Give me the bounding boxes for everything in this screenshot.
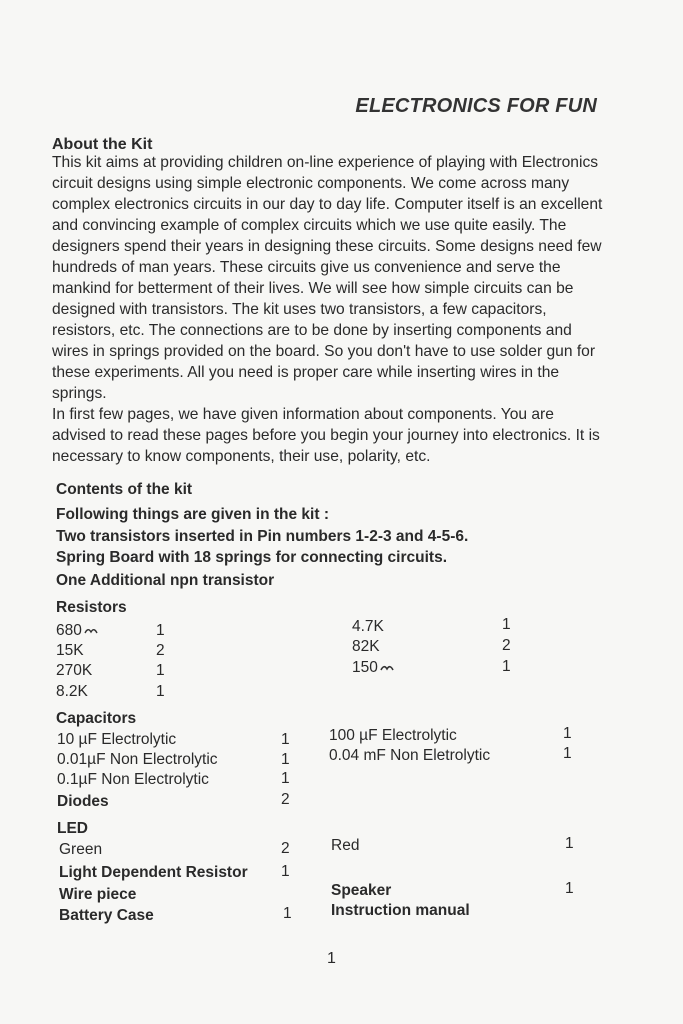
contents-item-1: Two transistors inserted in Pin numbers 1-2-3 and 4-5-6. [56,528,469,545]
ldr-qty: 1 [281,863,290,880]
battery-case-label: Battery Case [59,907,154,924]
resistor-value: 270K [56,662,93,679]
resistor-qty: 1 [156,683,165,700]
resistor-qty: 1 [502,616,511,633]
speaker-qty: 1 [565,880,574,897]
capacitor-qty: 1 [563,745,572,762]
about-body [52,152,604,467]
capacitor-qty: 1 [281,751,290,768]
resistor-value: 4.7K [352,618,384,635]
capacitor-qty: 1 [563,725,572,742]
page-number: 1 [327,950,336,967]
resistor-150 [352,659,394,677]
led-heading: LED [57,820,88,837]
capacitor-name: 0.01µF Non Electrolytic [57,751,218,768]
wire-piece-label: Wire piece [59,886,137,903]
resistors-heading: Resistors [56,599,127,616]
resistor-value: 150 [352,659,378,676]
ohm-icon [380,664,394,672]
led-green: Green [59,841,103,858]
capacitors-heading: Capacitors [56,710,137,727]
speaker-label: Speaker [331,882,392,899]
contents-item-2: Spring Board with 18 springs for connecting circuits. [56,549,447,566]
led-green-qty: 2 [281,840,290,857]
resistor-qty: 1 [156,622,165,639]
page-header-title: ELECTRONICS FOR FUN [355,95,597,117]
diodes-label: Diodes [57,793,109,810]
contents-item-3: One Additional npn transistor [56,572,275,589]
resistor-value: 15K [56,642,84,659]
instruction-manual-label: Instruction manual [331,902,470,919]
ldr-label: Light Dependent Resistor [59,864,248,881]
resistor-qty: 1 [156,662,165,679]
resistor-value: 82K [352,638,380,655]
resistor-value: 680 [56,622,82,639]
resistor-qty: 1 [502,658,511,675]
about-paragraph-1: This kit aims at providing children on-line experience of playing with Electronics circuit designs using simple electronic components. We come across many complex electronics circuits in our day to day life. Computer itself is an excellent and convincing example of complex circuits which we use quite easily. The designers spend their years in designing these circuits. Some designs need few hundreds of man years. These circuits give us convenience and serve the mankind for betterment of their lives. We will see how simple circuits can be designed with transistors. The kit uses two transistors, a few capacitors, resistors, etc. The connections are to be done by inserting components and wires in springs provided on the board. So you don't have to use solder gun for these experiments. All you need is proper care while inserting wires in the springs. [52,154,603,402]
about-paragraph-2: In first few pages, we have given information about components. You are advised to read these pages before you begin your journey into electronics. It is necessary to know components, their use, polarity, etc. [52,406,600,465]
diodes-qty: 2 [281,791,290,808]
resistor-680 [56,622,98,640]
battery-case-qty: 1 [283,905,292,922]
about-heading: About the Kit [52,136,153,153]
led-red: Red [331,837,360,854]
contents-heading: Contents of the kit [56,481,193,498]
resistor-qty: 2 [502,637,511,654]
led-red-qty: 1 [565,835,574,852]
capacitor-name: 100 µF Electrolytic [329,727,457,744]
resistor-value: 8.2K [56,683,88,700]
capacitor-qty: 1 [281,731,290,748]
resistor-qty: 2 [156,642,165,659]
capacitor-name: 0.04 mF Non Eletrolytic [329,747,491,764]
capacitor-name: 0.1µF Non Electrolytic [57,771,209,788]
contents-intro: Following things are given in the kit : [56,506,329,523]
capacitor-qty: 1 [281,770,290,787]
ohm-icon [84,627,98,635]
capacitor-name: 10 µF Electrolytic [57,731,177,748]
